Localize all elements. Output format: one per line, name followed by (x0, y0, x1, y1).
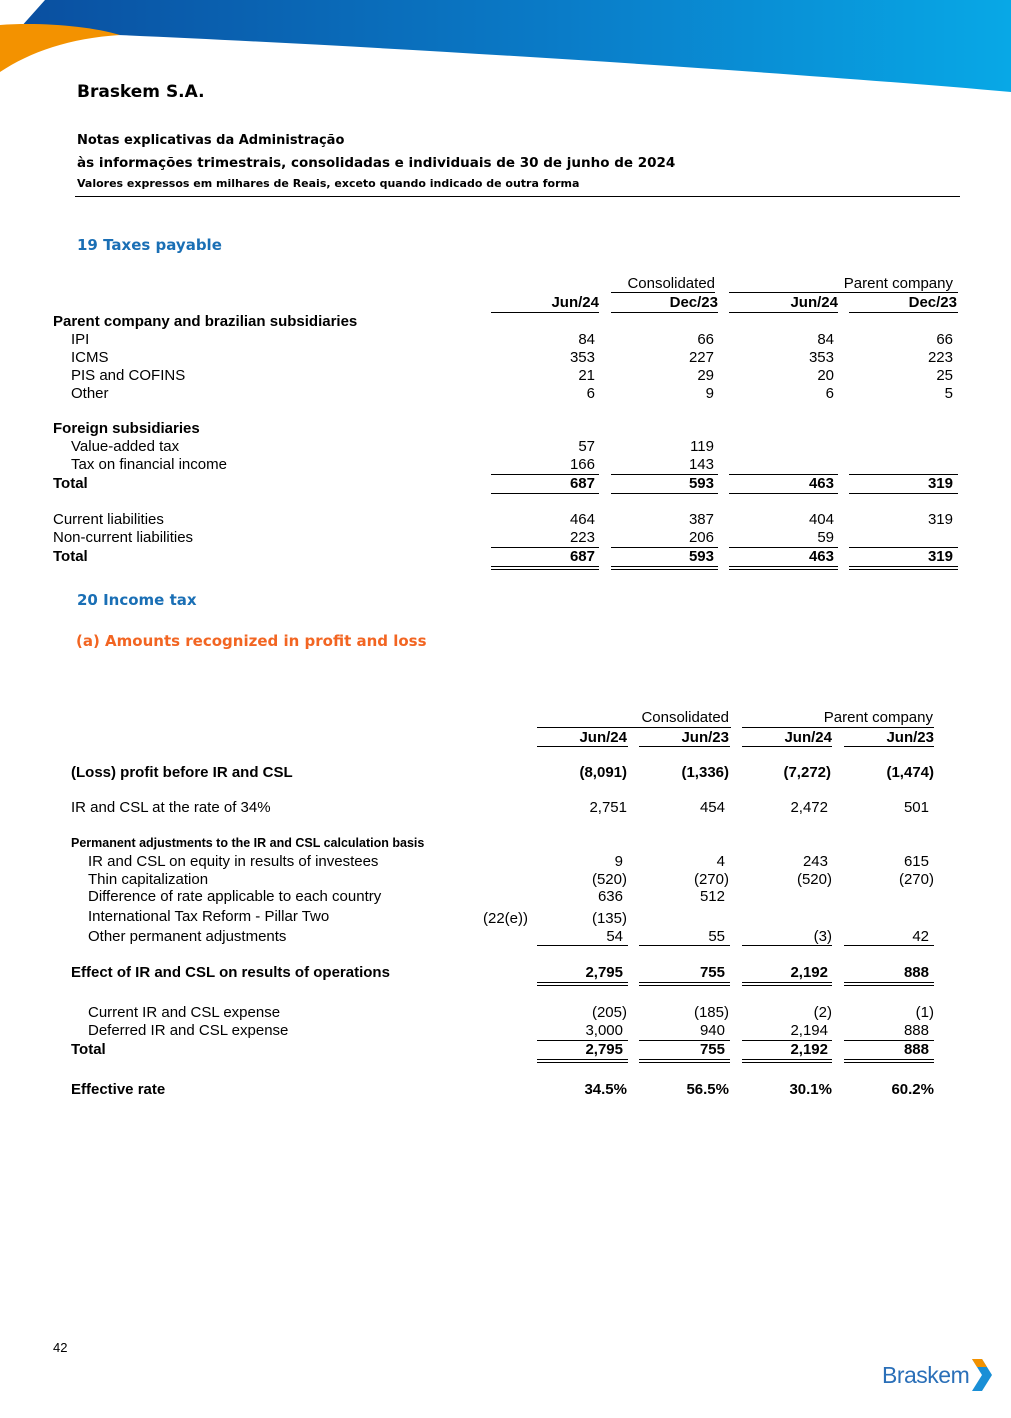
col-header: Jun/23 (886, 729, 934, 746)
group-header-parent: Parent company (843, 275, 953, 292)
rule (742, 945, 832, 946)
col-header: Jun/23 (681, 729, 729, 746)
rule (639, 746, 730, 747)
table-cell: 319 (927, 548, 953, 565)
table-cell: 34.5% (584, 1081, 627, 1098)
table-cell: (1) (915, 1004, 934, 1021)
table-cell: 2,194 (790, 1022, 828, 1039)
rule (844, 945, 934, 946)
table-cell: 687 (569, 475, 595, 492)
table-cell: 6 (825, 385, 834, 402)
table-cell: (520) (796, 871, 832, 888)
group-header-parent: Parent company (823, 709, 933, 726)
braskem-logo (882, 1362, 969, 1389)
table-cell: 615 (903, 853, 929, 870)
table-cell: 463 (808, 475, 834, 492)
double-rule (849, 566, 958, 570)
row-label: Thin capitalization (88, 871, 209, 888)
table-cell: (1,474) (886, 764, 934, 781)
table-cell: 2,472 (790, 799, 828, 816)
table-cell: 223 (569, 529, 595, 546)
table-cell: 59 (817, 529, 834, 546)
row-label: IR and CSL at the rate of 34% (71, 799, 271, 816)
table-cell: 888 (903, 1022, 929, 1039)
double-rule (844, 982, 934, 986)
table-cell: 512 (699, 888, 725, 905)
rule (844, 746, 934, 747)
table-cell: 21 (578, 367, 595, 384)
table-cell: (2) (813, 1004, 832, 1021)
row-label: Other permanent adjustments (88, 928, 287, 945)
rule (742, 746, 832, 747)
row-label: Current IR and CSL expense (88, 1004, 281, 1021)
double-rule (729, 566, 838, 570)
double-rule (537, 982, 628, 986)
table-cell: 119 (690, 438, 714, 455)
table-cell: 29 (697, 367, 714, 384)
table-cell: 66 (936, 331, 953, 348)
company-name: Braskem S.A. (77, 82, 205, 102)
table-cell: 243 (802, 853, 828, 870)
col-header: Jun/24 (784, 729, 832, 746)
table-cell: (1,336) (681, 764, 729, 781)
row-label: International Tax Reform - Pillar Two (88, 908, 330, 925)
row-label: IPI (71, 331, 90, 348)
table-cell: 55 (708, 928, 725, 945)
table-cell: 84 (817, 331, 834, 348)
double-rule (639, 1059, 730, 1063)
rule (537, 945, 628, 946)
table-cell: 755 (699, 964, 725, 981)
row-label: Deferred IR and CSL expense (88, 1022, 289, 1039)
table-cell: 223 (927, 349, 953, 366)
row-label: Parent company and brazilian subsidiaries (53, 313, 358, 330)
section-19-title: 19 Taxes payable (77, 236, 222, 254)
rule (639, 945, 730, 946)
table-cell: 888 (903, 964, 929, 981)
table-cell: (270) (693, 871, 729, 888)
row-label: Non-current liabilities (53, 529, 194, 546)
row-label: Effect of IR and CSL on results of operations (71, 964, 390, 981)
header-divider (75, 196, 960, 197)
double-rule (742, 982, 832, 986)
table-cell: 84 (578, 331, 595, 348)
double-rule (491, 566, 599, 570)
col-header: Jun/24 (790, 294, 838, 311)
row-label: IR and CSL on equity in results of investees (88, 853, 379, 870)
row-label: Current liabilities (53, 511, 164, 528)
col-header: Jun/24 (551, 294, 599, 311)
rule (729, 312, 838, 313)
table-cell: (185) (693, 1004, 729, 1021)
row-label: Difference of rate applicable to each country (88, 888, 382, 905)
double-rule (742, 1059, 832, 1063)
table-cell: 353 (808, 349, 834, 366)
table-cell: 404 (808, 511, 834, 528)
table-cell: (3) (813, 928, 832, 945)
rule (611, 292, 715, 293)
table-cell: 636 (597, 888, 623, 905)
table-cell: 5 (944, 385, 953, 402)
row-label: Other (71, 385, 109, 402)
double-rule (537, 1059, 628, 1063)
rule (742, 727, 934, 728)
table-cell: (7,272) (783, 764, 831, 781)
table-cell: (270) (898, 871, 934, 888)
table-cell: 454 (699, 799, 725, 816)
table-cell: 2,795 (585, 1041, 623, 1058)
rule (849, 493, 958, 494)
row-label: PIS and COFINS (71, 367, 186, 384)
group-header-consolidated: Consolidated (641, 709, 729, 726)
table-cell: 143 (688, 456, 714, 473)
logo-text: Braskem (882, 1362, 970, 1388)
table-cell: 755 (699, 1041, 725, 1058)
table-cell: 888 (903, 1041, 929, 1058)
row-label: Total (71, 1041, 106, 1058)
col-header: Dec/23 (908, 294, 957, 311)
table-cell: 206 (688, 529, 714, 546)
table-cell: 57 (578, 438, 595, 455)
rule (729, 292, 958, 293)
rule (537, 746, 628, 747)
table-cell: 501 (903, 799, 929, 816)
table-cell: 2,192 (790, 1041, 828, 1058)
table-cell: 66 (697, 331, 714, 348)
table-cell: 30.1% (789, 1081, 832, 1098)
rule (611, 493, 718, 494)
rule (611, 312, 718, 313)
page-number: 42 (53, 1340, 68, 1355)
section-20-title: 20 Income tax (77, 591, 197, 609)
table-cell: 60.2% (891, 1081, 934, 1098)
row-label: Value-added tax (71, 438, 180, 455)
double-rule (844, 1059, 934, 1063)
table-cell: 9 (705, 385, 714, 402)
table-cell: 319 (927, 475, 953, 492)
row-label: (Loss) profit before IR and CSL (71, 764, 293, 781)
table-cell: 464 (569, 511, 595, 528)
notes-heading: Notas explicativas da Administração (77, 133, 345, 148)
table-cell: 2,795 (585, 964, 623, 981)
col-header: Dec/23 (669, 294, 718, 311)
row-label: Effective rate (71, 1081, 166, 1098)
section-20a-title: (a) Amounts recognized in profit and loss (76, 632, 427, 650)
table-cell: 687 (569, 548, 595, 565)
table-cell: 4 (716, 853, 725, 870)
rule (729, 493, 838, 494)
table-cell: 593 (688, 548, 714, 565)
table-cell: 2,192 (790, 964, 828, 981)
table-cell: 42 (912, 928, 929, 945)
rule (491, 493, 599, 494)
double-rule (639, 982, 730, 986)
table-cell: (205) (591, 1004, 627, 1021)
table-cell: 319 (927, 511, 953, 528)
table-cell: 9 (614, 853, 623, 870)
table-cell: 940 (699, 1022, 725, 1039)
table-cell: 56.5% (686, 1081, 729, 1098)
table-cell: 227 (688, 349, 714, 366)
logo-chevron-icon (968, 1357, 994, 1393)
row-label: Tax on financial income (71, 456, 227, 473)
table-cell: 25 (936, 367, 953, 384)
table-cell: 20 (817, 367, 834, 384)
double-rule (611, 566, 718, 570)
table-cell: 3,000 (585, 1022, 623, 1039)
row-label: Total (53, 475, 88, 492)
table-cell: 353 (569, 349, 595, 366)
table-cell: 166 (569, 456, 595, 473)
row-label: ICMS (71, 349, 109, 366)
table-cell: 6 (586, 385, 595, 402)
notes-subheading: às informações trimestrais, consolidadas e individuais de 30 de junho de 2024 (77, 155, 676, 171)
rule (849, 312, 958, 313)
table-cell: (135) (591, 910, 627, 927)
table-cell: 463 (808, 548, 834, 565)
table-cell: (520) (591, 871, 627, 888)
values-note: Valores expressos em milhares de Reais, exceto quando indicado de outra forma (77, 177, 580, 190)
rule (491, 312, 599, 313)
row-label: Total (53, 548, 88, 565)
row-label: Permanent adjustments to the IR and CSL calculation basis (71, 836, 425, 850)
table-cell: 593 (688, 475, 714, 492)
row-label: Foreign subsidiaries (53, 420, 200, 437)
group-header-consolidated: Consolidated (627, 275, 715, 292)
table-cell: 387 (688, 511, 714, 528)
col-header: Jun/24 (579, 729, 627, 746)
note-reference: (22(e)) (483, 910, 529, 927)
table-cell: 2,751 (589, 799, 627, 816)
rule (537, 727, 731, 728)
table-cell: (8,091) (579, 764, 627, 781)
table-cell: 54 (606, 928, 623, 945)
